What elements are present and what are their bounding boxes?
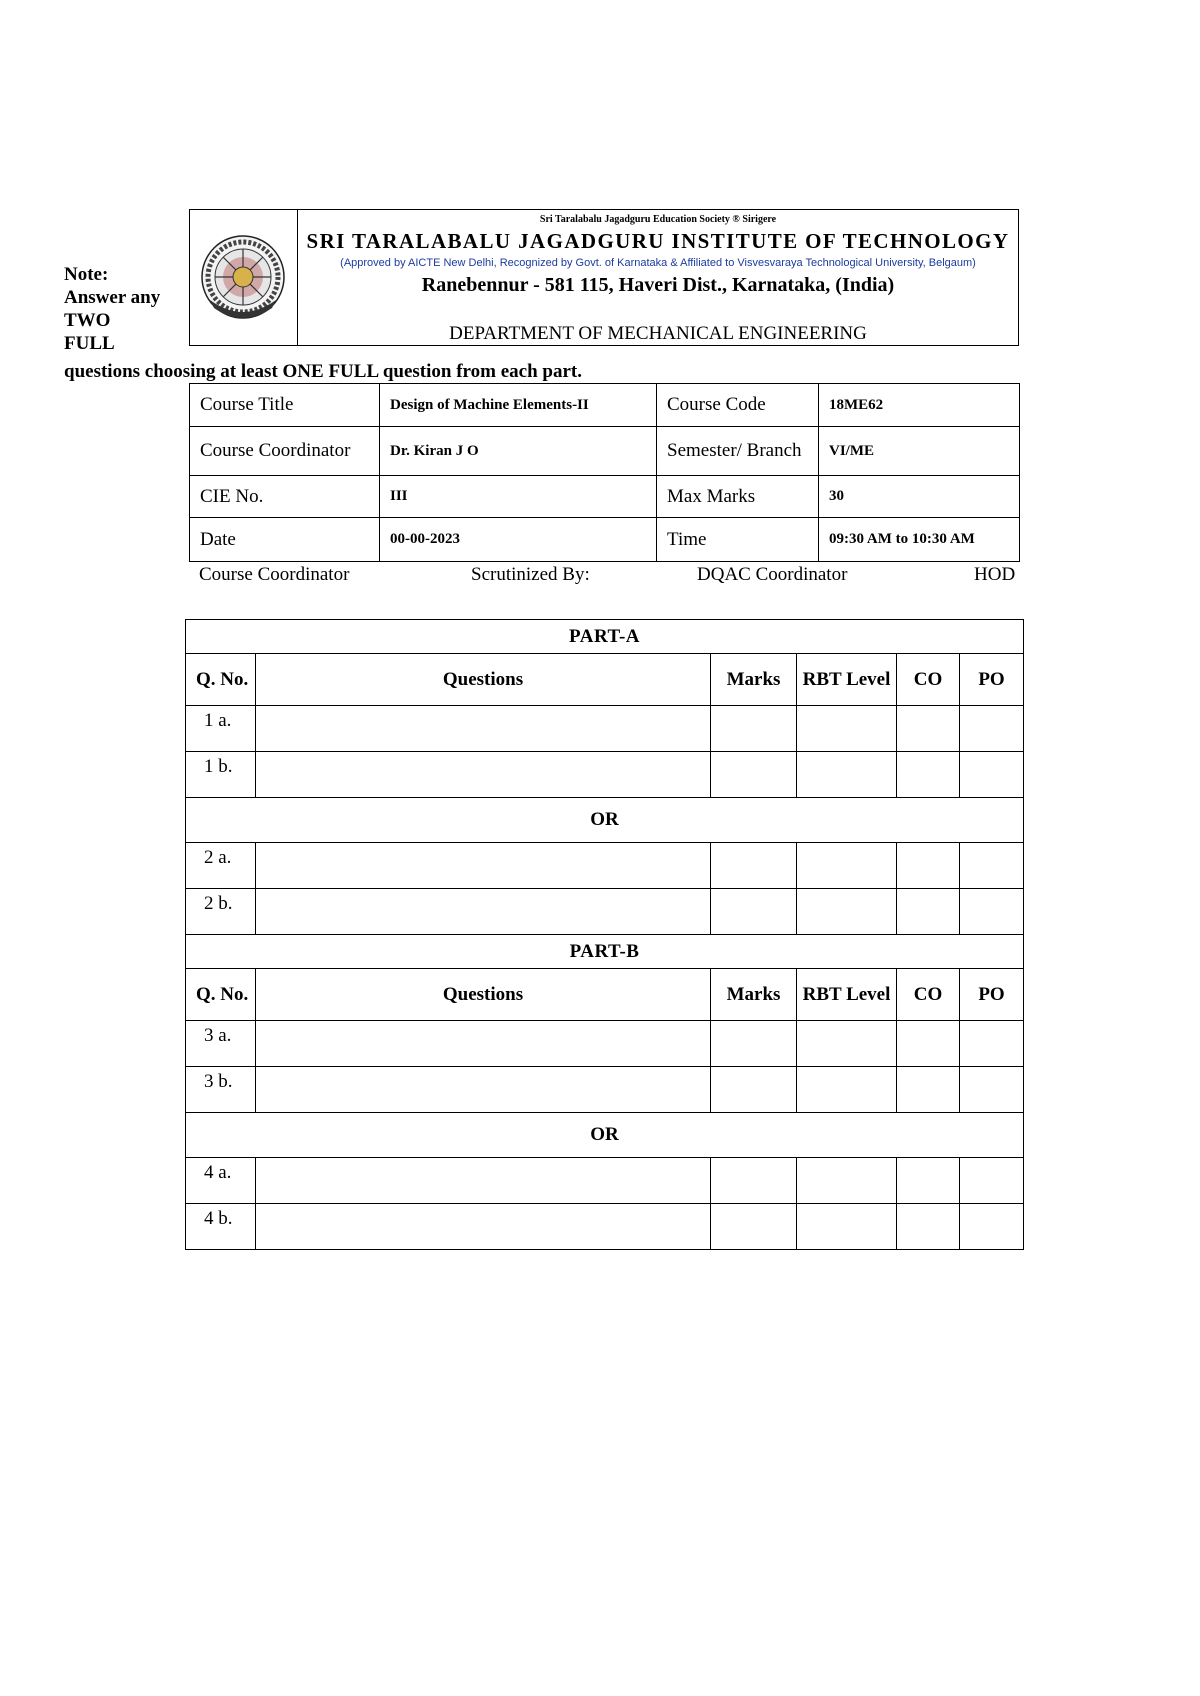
question-number: 4 a. bbox=[186, 1158, 256, 1204]
co-cell bbox=[897, 1158, 960, 1204]
co-cell bbox=[897, 1067, 960, 1113]
co-cell bbox=[897, 752, 960, 798]
rbt-cell bbox=[797, 1158, 897, 1204]
qno-header: Q. No. bbox=[186, 654, 256, 706]
date-label: Date bbox=[190, 518, 380, 562]
table-header-row bbox=[186, 654, 1024, 706]
po-header: PO bbox=[960, 654, 1024, 706]
cie-no-label: CIE No. bbox=[190, 476, 380, 518]
note-line: Note: bbox=[64, 264, 109, 285]
co-cell bbox=[897, 706, 960, 752]
question-number: 3 a. bbox=[186, 1021, 256, 1067]
institution-header bbox=[189, 209, 1019, 346]
rbt-level-header: RBT Level bbox=[797, 969, 897, 1021]
questions-header: Questions bbox=[256, 654, 711, 706]
signature-hod: HOD bbox=[974, 564, 1016, 585]
rbt-cell bbox=[797, 843, 897, 889]
po-cell bbox=[960, 889, 1024, 935]
table-row bbox=[186, 843, 1024, 889]
table-row bbox=[186, 1067, 1024, 1113]
logo-cell bbox=[190, 210, 298, 345]
marks-cell bbox=[711, 1158, 797, 1204]
table-row bbox=[186, 1158, 1024, 1204]
co-header: CO bbox=[897, 654, 960, 706]
table-row bbox=[186, 1204, 1024, 1250]
course-code-label: Course Code bbox=[657, 384, 819, 427]
po-cell bbox=[960, 1067, 1024, 1113]
question-cell bbox=[256, 706, 711, 752]
approval-text: (Approved by AICTE New Delhi, Recognized by Govt. of Karnataka & Affiliated to Visvesvaraya Technological University, Belgaum) bbox=[340, 257, 976, 269]
co-cell bbox=[897, 1021, 960, 1067]
marks-cell bbox=[711, 889, 797, 935]
table-row bbox=[186, 1021, 1024, 1067]
question-number: 1 a. bbox=[186, 706, 256, 752]
header-text bbox=[298, 210, 1018, 345]
note-line: TWO bbox=[64, 310, 111, 331]
question-number: 2 a. bbox=[186, 843, 256, 889]
marks-cell bbox=[711, 843, 797, 889]
question-number: 4 b. bbox=[186, 1204, 256, 1250]
table-row bbox=[186, 935, 1024, 969]
co-header: CO bbox=[897, 969, 960, 1021]
table-row bbox=[186, 889, 1024, 935]
po-cell bbox=[960, 843, 1024, 889]
rbt-level-header: RBT Level bbox=[797, 654, 897, 706]
cie-no-value: III bbox=[380, 476, 657, 518]
co-cell bbox=[897, 1204, 960, 1250]
table-row bbox=[186, 752, 1024, 798]
table-row bbox=[190, 476, 1020, 518]
question-cell bbox=[256, 843, 711, 889]
question-table bbox=[185, 619, 1024, 1250]
rbt-cell bbox=[797, 706, 897, 752]
table-row bbox=[186, 706, 1024, 752]
note-instruction: questions choosing at least ONE FULL question from each part. bbox=[64, 361, 582, 382]
part-b-heading: PART-B bbox=[186, 935, 1024, 969]
marks-header: Marks bbox=[711, 654, 797, 706]
or-separator: OR bbox=[186, 1113, 1024, 1158]
course-code-value: 18ME62 bbox=[819, 384, 1020, 427]
course-coordinator-value: Dr. Kiran J O bbox=[380, 427, 657, 476]
institute-name: SRI TARALABALU JAGADGURU INSTITUTE OF TECHNOLOGY bbox=[306, 229, 1010, 253]
question-cell bbox=[256, 1021, 711, 1067]
questions-header: Questions bbox=[256, 969, 711, 1021]
rbt-cell bbox=[797, 889, 897, 935]
course-title-value: Design of Machine Elements-II bbox=[380, 384, 657, 427]
question-cell bbox=[256, 1204, 711, 1250]
or-separator: OR bbox=[186, 798, 1024, 843]
question-number: 3 b. bbox=[186, 1067, 256, 1113]
table-row bbox=[190, 384, 1020, 427]
signature-course-coordinator: Course Coordinator bbox=[199, 564, 350, 585]
date-value: 00-00-2023 bbox=[380, 518, 657, 562]
course-info-table bbox=[189, 383, 1020, 562]
table-row bbox=[186, 620, 1024, 654]
table-row bbox=[190, 518, 1020, 562]
question-cell bbox=[256, 1067, 711, 1113]
note-block bbox=[64, 263, 174, 355]
po-cell bbox=[960, 752, 1024, 798]
po-cell bbox=[960, 1204, 1024, 1250]
table-header-row bbox=[186, 969, 1024, 1021]
note-line: Answer any bbox=[64, 287, 161, 308]
po-cell bbox=[960, 706, 1024, 752]
rbt-cell bbox=[797, 1021, 897, 1067]
course-title-label: Course Title bbox=[190, 384, 380, 427]
qno-header: Q. No. bbox=[186, 969, 256, 1021]
marks-cell bbox=[711, 1204, 797, 1250]
time-value: 09:30 AM to 10:30 AM bbox=[819, 518, 1020, 562]
institute-address: Ranebennur - 581 115, Haveri Dist., Karnataka, (India) bbox=[421, 274, 895, 296]
table-row bbox=[186, 1113, 1024, 1158]
part-a-heading: PART-A bbox=[186, 620, 1024, 654]
signature-scrutinized-by: Scrutinized By: bbox=[471, 564, 590, 585]
po-header: PO bbox=[960, 969, 1024, 1021]
marks-cell bbox=[711, 706, 797, 752]
institution-logo-icon bbox=[200, 234, 286, 320]
max-marks-label: Max Marks bbox=[657, 476, 819, 518]
society-name: Sri Taralabalu Jagadguru Education Society ® Sirigere bbox=[539, 214, 777, 225]
marks-cell bbox=[711, 1021, 797, 1067]
table-row bbox=[186, 798, 1024, 843]
semester-branch-value: VI/ME bbox=[819, 427, 1020, 476]
rbt-cell bbox=[797, 1204, 897, 1250]
rbt-cell bbox=[797, 752, 897, 798]
marks-cell bbox=[711, 752, 797, 798]
po-cell bbox=[960, 1158, 1024, 1204]
marks-cell bbox=[711, 1067, 797, 1113]
question-cell bbox=[256, 889, 711, 935]
marks-header: Marks bbox=[711, 969, 797, 1021]
semester-branch-label: Semester/ Branch bbox=[657, 427, 819, 476]
question-cell bbox=[256, 1158, 711, 1204]
time-label: Time bbox=[657, 518, 819, 562]
question-cell bbox=[256, 752, 711, 798]
co-cell bbox=[897, 843, 960, 889]
course-coordinator-label: Course Coordinator bbox=[190, 427, 380, 476]
question-number: 1 b. bbox=[186, 752, 256, 798]
signature-dqac-coordinator: DQAC Coordinator bbox=[697, 564, 848, 585]
co-cell bbox=[897, 889, 960, 935]
max-marks-value: 30 bbox=[819, 476, 1020, 518]
rbt-cell bbox=[797, 1067, 897, 1113]
table-row bbox=[190, 427, 1020, 476]
department-name: DEPARTMENT OF MECHANICAL ENGINEERING bbox=[449, 323, 867, 344]
note-line: FULL bbox=[64, 333, 115, 354]
po-cell bbox=[960, 1021, 1024, 1067]
question-number: 2 b. bbox=[186, 889, 256, 935]
